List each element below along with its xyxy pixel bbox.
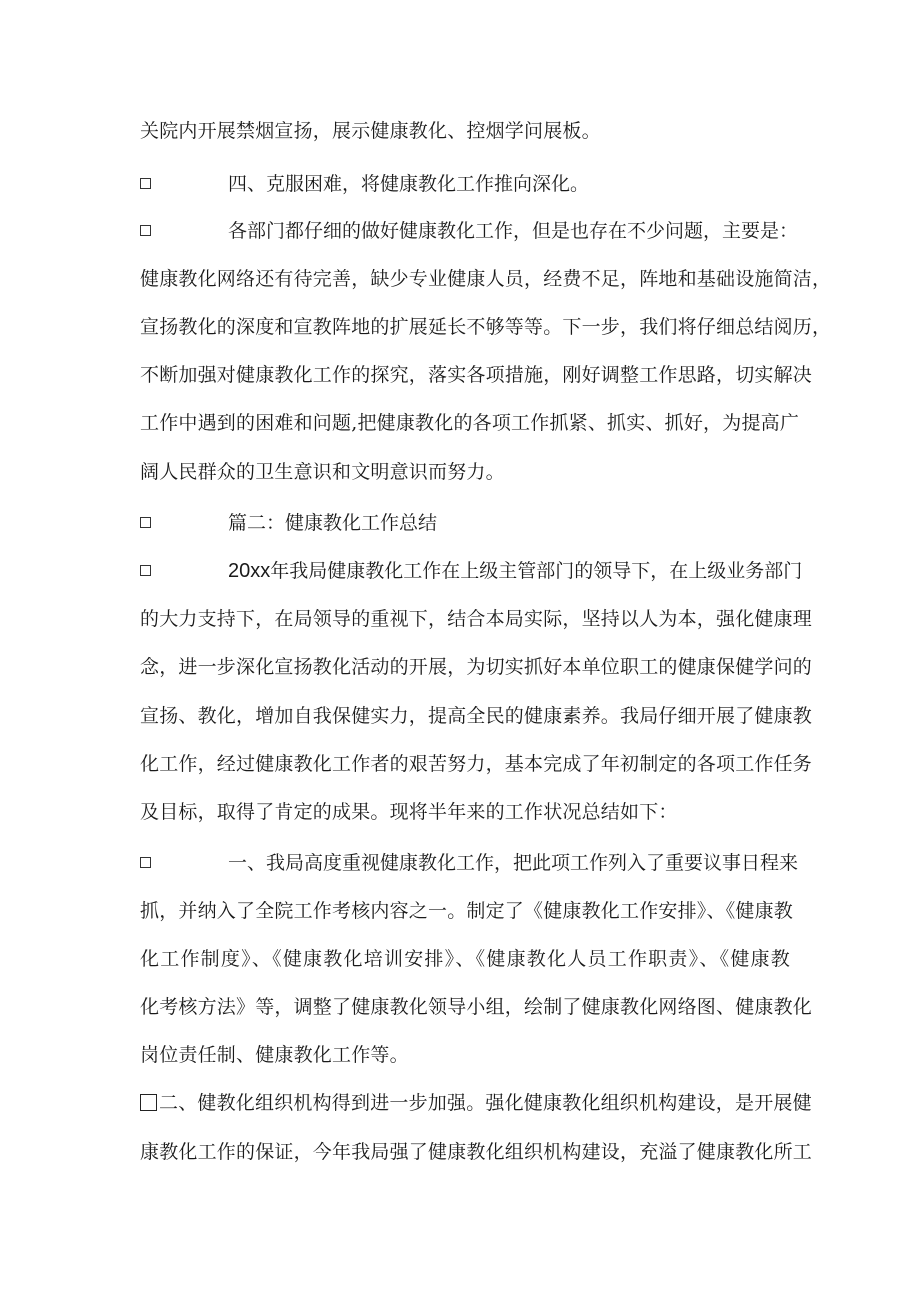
text-line: 抓，并纳入了全院工作考核内容之一。制定了《健康教化工作安排》、《健康教 bbox=[140, 900, 794, 922]
checkbox-marker bbox=[140, 510, 151, 536]
checkbox-marker bbox=[140, 558, 151, 584]
year-text: 20xx bbox=[228, 560, 271, 582]
text-line: 化工作制度》、《健康教化培训安排》、《健康教化人员工作职责》、《健康教 bbox=[140, 948, 790, 970]
square-bullet-icon bbox=[140, 565, 151, 576]
text-line: 宣扬教化的深度和宣教阵地的扩展延长不够等等。下一步，我们将仔细总结阅历， bbox=[140, 316, 832, 338]
paragraph-first-line: 各部门都仔细的做好健康教化工作，但是也存在不少问题，主要是： bbox=[228, 220, 799, 242]
square-bullet-icon bbox=[140, 225, 151, 236]
square-bullet-icon bbox=[140, 1094, 157, 1111]
checkbox-marker bbox=[140, 850, 151, 876]
checkbox-marker bbox=[140, 218, 151, 244]
text-line: 不断加强对健康教化工作的探究，落实各项措施，刚好调整工作思路，切实解决 bbox=[140, 364, 813, 386]
square-bullet-icon bbox=[140, 178, 151, 189]
square-bullet-icon bbox=[140, 517, 151, 528]
text-line: 工作中遇到的困难和问题,把健康教化的各项工作抓紧、抓实、抓好，为提高广 bbox=[140, 412, 800, 434]
paragraph-first-line-text: 年我局健康教化工作在上级主管部门的领导下，在上级业务部门 bbox=[270, 560, 803, 582]
text-line: 康教化工作的保证，今年我局强了健康教化组织机构建设，充溢了健康教化所工 bbox=[140, 1141, 813, 1163]
text-line: 及目标，取得了肯定的成果。现将半年来的工作状况总结如下： bbox=[140, 801, 678, 823]
text-line: 岗位责任制、健康教化工作等。 bbox=[140, 1044, 409, 1066]
paragraph-first-line-text: 二、健教化组织机构得到进一步加强。强化健康教化组织机构建设，是开展健 bbox=[159, 1092, 812, 1114]
text-line: 健康教化网络还有待完善，缺少专业健康人员，经费不足，阵地和基础设施简洁， bbox=[140, 268, 832, 290]
section-heading: 四、克服困难，将健康教化工作推向深化。 bbox=[228, 173, 590, 195]
paragraph-first-line bbox=[228, 558, 803, 584]
square-bullet-icon bbox=[140, 857, 151, 868]
text-line: 化考核方法》等，调整了健康教化领导小组，绘制了健康教化网络图、健康教化 bbox=[140, 996, 813, 1018]
text-line: 化工作，经过健康教化工作者的艰苦努力，基本完成了年初制定的各项工作任务 bbox=[140, 753, 813, 775]
checkbox-marker bbox=[140, 171, 151, 197]
text-line: 的大力支持下，在局领导的重视下，结合本局实际，坚持以人为本，强化健康理 bbox=[140, 608, 813, 630]
paragraph-first-line: 一、我局高度重视健康教化工作，把此项工作列入了重要议事日程来 bbox=[228, 852, 799, 874]
text-line: 关院内开展禁烟宣扬，展示健康教化、控烟学问展板。 bbox=[140, 120, 601, 142]
section-title: 篇二：健康教化工作总结 bbox=[228, 512, 438, 534]
text-line: 念，进一步深化宣扬教化活动的开展，为切实抓好本单位职工的健康保健学问的 bbox=[140, 656, 813, 678]
paragraph-first-line bbox=[140, 1090, 812, 1116]
text-line: 阔人民群众的卫生意识和文明意识而努力。 bbox=[140, 461, 505, 483]
text-line: 宣扬、教化，增加自我保健实力，提高全民的健康素养。我局仔细开展了健康教 bbox=[140, 705, 813, 727]
